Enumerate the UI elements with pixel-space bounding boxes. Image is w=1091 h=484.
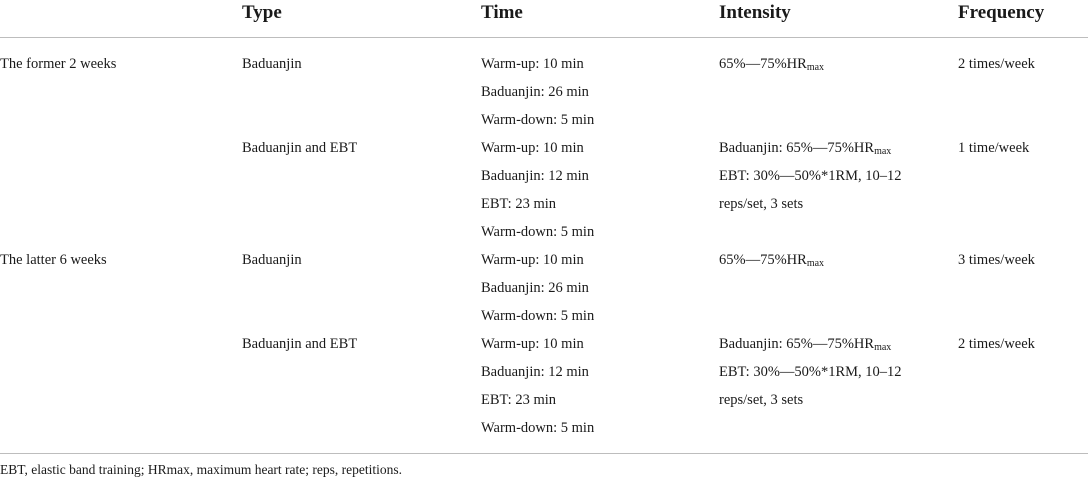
cell-period <box>0 246 242 330</box>
table-footnote: EBT, elastic band training; HRmax, maximum heart rate; reps, repetitions. <box>0 462 403 477</box>
table-header <box>0 0 1088 38</box>
time-line: Baduanjin: 12 min <box>481 364 589 380</box>
time-line: Warm-up: 10 min <box>481 56 584 72</box>
table-row <box>0 330 1088 442</box>
intensity-text: EBT: 30%—50%*1RM, 10–12 <box>719 168 902 184</box>
footnote-divider <box>0 453 1088 454</box>
header-row <box>0 0 1088 38</box>
time-line: EBT: 23 min <box>481 392 556 408</box>
time-line: Warm-down: 5 min <box>481 420 595 436</box>
cell-frequency <box>958 330 1088 442</box>
cell-time <box>481 134 719 246</box>
intensity-sub: max <box>806 62 825 73</box>
cell-type <box>242 134 481 246</box>
period-text: The latter 6 weeks <box>0 252 107 268</box>
intensity-text: reps/set, 3 sets <box>719 392 804 408</box>
time-line: Warm-down: 5 min <box>481 112 595 128</box>
cell-period <box>0 38 242 135</box>
cell-time <box>481 330 719 442</box>
type-text: Baduanjin and EBT <box>242 140 358 156</box>
time-line: Warm-up: 10 min <box>481 336 584 352</box>
header-period <box>0 0 242 38</box>
intensity-sub: max <box>874 342 892 353</box>
intensity-sub: max <box>874 146 892 157</box>
cell-frequency <box>958 134 1088 246</box>
time-line: Warm-down: 5 min <box>481 308 595 324</box>
time-line: Baduanjin: 26 min <box>481 84 589 100</box>
time-line: Warm-up: 10 min <box>481 252 584 268</box>
cell-intensity <box>719 134 958 246</box>
time-line: EBT: 23 min <box>481 196 556 212</box>
header-time: Time <box>481 2 523 23</box>
time-line: Baduanjin: 12 min <box>481 168 589 184</box>
intensity-sub: max <box>806 258 825 269</box>
intensity-line <box>719 162 958 190</box>
cell-period <box>0 330 242 442</box>
table-row <box>0 38 1088 135</box>
period-text <box>0 330 242 358</box>
cell-intensity <box>719 38 958 135</box>
period-text <box>0 134 242 162</box>
intensity-line <box>719 358 958 386</box>
frequency-text: 2 times/week <box>958 56 1035 72</box>
intensity-line <box>719 246 958 274</box>
intensity-line <box>719 190 958 218</box>
time-line: Warm-up: 10 min <box>481 140 584 156</box>
frequency-text: 1 time/week <box>958 140 1030 156</box>
cell-frequency <box>958 38 1088 135</box>
header-type: Type <box>242 2 282 23</box>
intensity-text: reps/set, 3 sets <box>719 196 804 212</box>
time-line: Baduanjin: 26 min <box>481 280 589 296</box>
type-text: Baduanjin <box>242 252 302 268</box>
table-body <box>0 38 1088 443</box>
period-text: The former 2 weeks <box>0 56 117 72</box>
intensity-line <box>719 386 958 414</box>
intensity-text: Baduanjin: 65%—75%HR <box>719 140 875 156</box>
cell-type <box>242 330 481 442</box>
cell-type <box>242 246 481 330</box>
frequency-text: 3 times/week <box>958 252 1035 268</box>
type-text: Baduanjin and EBT <box>242 336 358 352</box>
header-frequency: Frequency <box>958 2 1045 23</box>
intensity-text: Baduanjin: 65%—75%HR <box>719 336 875 352</box>
intensity-text: EBT: 30%—50%*1RM, 10–12 <box>719 364 902 380</box>
header-intensity: Intensity <box>719 2 791 23</box>
cell-period <box>0 134 242 246</box>
cell-intensity <box>719 330 958 442</box>
table-row <box>0 134 1088 246</box>
intensity-line <box>719 50 958 78</box>
table-row <box>0 246 1088 330</box>
cell-time <box>481 246 719 330</box>
intensity-line <box>719 134 958 162</box>
intensity-line <box>719 330 958 358</box>
intensity-text: 65%—75%HR <box>719 252 807 268</box>
cell-intensity <box>719 246 958 330</box>
cell-frequency <box>958 246 1088 330</box>
type-text: Baduanjin <box>242 56 302 72</box>
cell-type <box>242 38 481 135</box>
intensity-text: 65%—75%HR <box>719 56 807 72</box>
cell-time <box>481 38 719 135</box>
frequency-text: 2 times/week <box>958 336 1035 352</box>
time-line: Warm-down: 5 min <box>481 224 595 240</box>
